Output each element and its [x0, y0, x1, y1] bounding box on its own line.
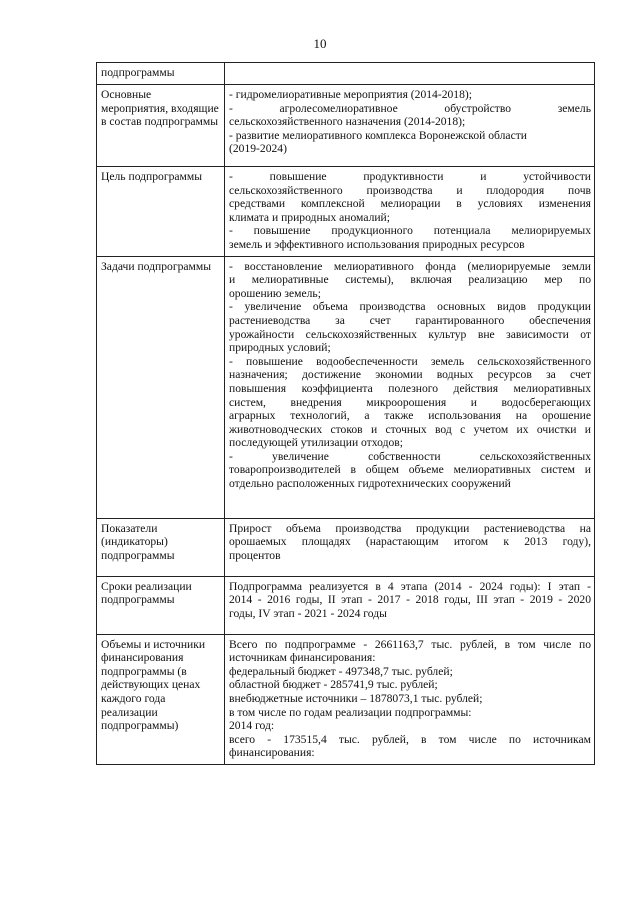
subprogram-passport-table — [96, 62, 595, 765]
row-label: Сроки реализации подпрограммы — [97, 576, 225, 634]
content-line: Подпрограмма реализуется в 4 этапа (2014 - 2024 годы): I этап - — [229, 579, 591, 593]
row-label: Показатели (индикаторы) подпрограммы — [97, 518, 225, 576]
content-line: - восстановление мелиоративного фонда (мелиорируемые земли — [229, 259, 591, 273]
content-line: аграрных технологий, а также использования на орошение — [229, 409, 591, 423]
row-label: Цель подпрограммы — [97, 167, 225, 257]
content-line: - повышение продуктивности и устойчивости — [229, 170, 591, 183]
row-label: Задачи подпрограммы — [97, 256, 225, 518]
content-line: - гидромелиоративные мероприятия (2014-2018); — [229, 88, 472, 101]
content-line: повышения коэффициента полезного действия мелиоративных — [229, 381, 591, 395]
content-line: областной бюджет - 285741,9 тыс. рублей; — [229, 678, 438, 692]
content-line: назначения; достижение экономии водных ресурсов за счет — [229, 368, 591, 382]
table-row — [97, 576, 595, 634]
content-line: сельскохозяйственного производства и плодородия почв — [229, 183, 591, 197]
content-line: сельскохозяйственного назначения (2014-2018); — [229, 115, 466, 129]
content-line: Всего по подпрограмме - 2661163,7 тыс. рублей, в том числе по — [229, 637, 591, 651]
content-line: растениеводства за счет гарантированного обеспечения — [229, 313, 591, 327]
row-label: Основные мероприятия, входящие в состав подпрограммы — [97, 85, 225, 167]
content-line: животноводческих стоков и сточных вод с учетом их очистки и — [229, 422, 591, 436]
table-row — [97, 634, 595, 764]
content-line: всего - 173515,4 тыс. рублей, в том числе по источникам — [229, 732, 591, 746]
row-label: подпрограммы — [97, 63, 225, 85]
content-line: товаропроизводителей в общем объеме мелиоративных систем и — [229, 463, 591, 477]
content-line: климата и природных аномалий; — [229, 210, 390, 224]
content-line: - развитие мелиоративного комплекса Воронежской области — [229, 128, 527, 142]
content-line: 2014 год: — [229, 719, 275, 733]
content-line: - повышение продукционного потенциала мелиорируемых — [229, 224, 591, 238]
content-line: процентов — [229, 548, 281, 562]
content-line: систем, внедрения микроорошения и водосберегающих — [229, 395, 591, 409]
content-line: урожайности сельскохозяйственных культур вне зависимости от — [229, 327, 591, 341]
content-line: - увеличение объема производства основных видов продукции — [229, 300, 591, 314]
table-row — [97, 256, 595, 518]
content-line: - агролесомелиоративное обустройство земель — [229, 101, 591, 115]
content-line: земель и эффективного использования природных ресурсов — [229, 237, 525, 251]
row-content — [225, 634, 595, 764]
table-row — [97, 518, 595, 576]
content-line: орошаемых площадях (нарастающим итогом к 2013 году), — [229, 535, 591, 549]
row-content — [225, 167, 595, 257]
content-line: федеральный бюджет - 497348,7 тыс. рублей; — [229, 664, 453, 678]
content-line: и мелиоративные системы), включая реализацию мер по — [229, 273, 591, 287]
content-line: внебюджетные источники – 1878073,1 тыс. рублей; — [229, 691, 483, 705]
content-line: (2019-2024) — [229, 142, 287, 156]
content-line: последующей утилизации отходов; — [229, 436, 403, 450]
content-line: в том числе по годам реализации подпрограммы: — [229, 705, 472, 719]
content-line: - увеличение собственности сельскохозяйственных — [229, 449, 591, 463]
table-row — [97, 167, 595, 257]
content-line: Прирост объема производства продукции растениеводства на — [229, 521, 591, 535]
table-row — [97, 85, 595, 167]
content-line: - повышение водообеспеченности земель сельскохозяйственного — [229, 354, 591, 368]
row-content — [225, 85, 595, 167]
row-content — [225, 518, 595, 576]
content-line: годы, IV этап - 2021 - 2024 годы — [229, 606, 387, 620]
content-line: средствами комплексной мелиорации в условиях изменения — [229, 197, 591, 211]
content-line: отдельно расположенных гидротехнических сооружений — [229, 477, 511, 491]
row-content — [225, 576, 595, 634]
content-line: природных условий; — [229, 341, 331, 355]
content-line: финансирования: — [229, 746, 315, 760]
content-line: 2014 - 2016 годы, II этап - 2017 - 2018 годы, III этап - 2019 - 2020 — [229, 593, 591, 607]
row-label: Объемы и источники финансирования подпрограммы (в действующих ценах каждого года реализации подпрограммы) — [97, 634, 225, 764]
page-number: 10 — [313, 36, 327, 51]
table-row — [97, 63, 595, 85]
row-content — [225, 256, 595, 518]
content-line: источникам финансирования: — [229, 651, 376, 665]
content-line: орошению земель; — [229, 286, 321, 300]
row-content — [225, 63, 595, 85]
